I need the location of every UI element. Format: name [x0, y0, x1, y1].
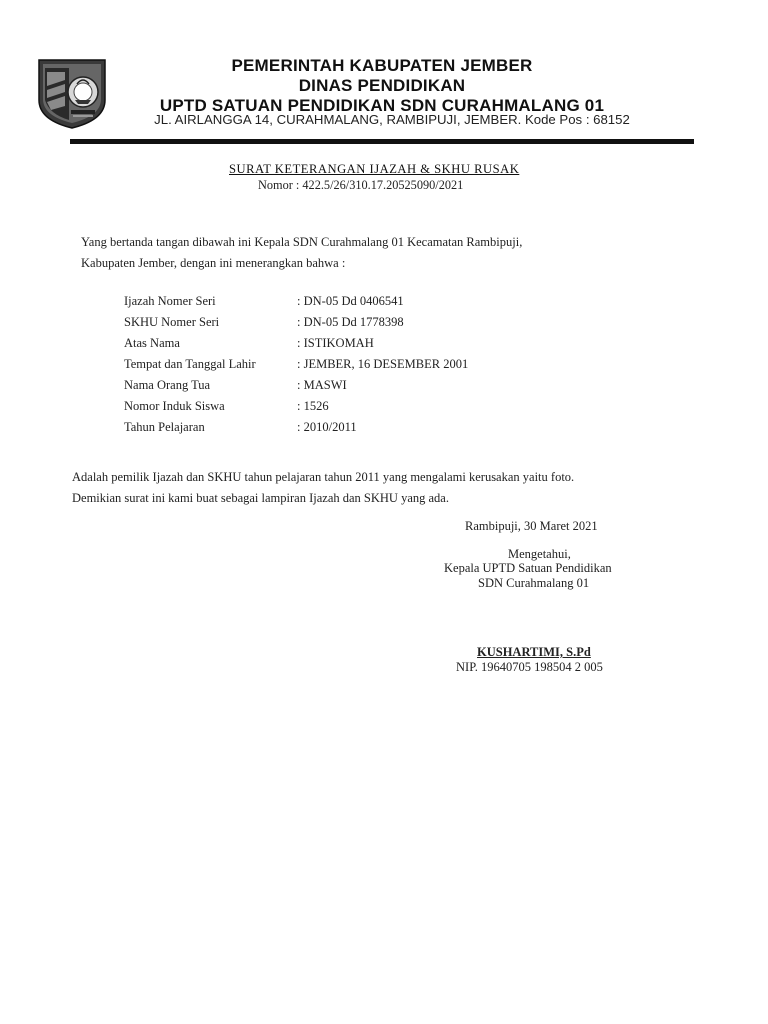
letterhead-department: DINAS PENDIDIKAN: [298, 76, 466, 95]
signature-school: SDN Curahmalang 01: [478, 576, 590, 590]
signature-place-date: Rambipuji, 30 Maret 2021: [465, 519, 598, 533]
detail-value: : JEMBER, 16 DESEMBER 2001: [297, 357, 469, 371]
detail-value: : DN-05 Dd 0406541: [297, 294, 404, 308]
detail-value: : 2010/2011: [297, 420, 357, 434]
detail-label: Nomor Induk Siswa: [124, 399, 225, 413]
intro-paragraph: [81, 232, 641, 274]
student-details: [124, 293, 468, 440]
detail-row-parent: [124, 377, 468, 398]
letter-number: Nomor : 422.5/26/310.17.20525090/2021: [258, 178, 464, 192]
detail-row-ijazah: [124, 293, 468, 314]
detail-row-skhu: [124, 314, 468, 335]
detail-label: SKHU Nomer Seri: [124, 315, 220, 329]
letterhead-government: PEMERINTAH KABUPATEN JEMBER: [231, 56, 533, 75]
detail-label: Nama Orang Tua: [124, 378, 211, 392]
signatory-name: KUSHARTIMI, S.Pd: [477, 645, 591, 659]
detail-label: Tempat dan Tanggal Lahir: [124, 357, 256, 371]
detail-label: Atas Nama: [124, 336, 180, 350]
detail-row-year: [124, 419, 468, 440]
detail-row-name: [124, 335, 468, 356]
detail-value: : 1526: [297, 399, 329, 413]
intro-line: Yang bertanda tangan dibawah ini Kepala SDN Curahmalang 01 Kecamatan Rambipuji,: [81, 235, 523, 249]
letterhead-divider: [70, 139, 694, 144]
closing-line: Demikian surat ini kami buat sebagai lampiran Ijazah dan SKHU yang ada.: [72, 491, 449, 505]
signature-position: Kepala UPTD Satuan Pendidikan: [444, 561, 612, 575]
letterhead-school: UPTD SATUAN PENDIDIKAN SDN CURAHMALANG 01: [159, 96, 605, 115]
signatory-nip: NIP. 19640705 198504 2 005: [456, 660, 603, 674]
detail-value: : ISTIKOMAH: [297, 336, 374, 350]
detail-row-birth: [124, 356, 468, 377]
letter-title: SURAT KETERANGAN IJAZAH & SKHU RUSAK: [229, 162, 520, 176]
closing-line: Adalah pemilik Ijazah dan SKHU tahun pelajaran tahun 2011 yang mengalami kerusakan yaitu foto.: [72, 470, 575, 484]
detail-label: Ijazah Nomer Seri: [124, 294, 216, 308]
signature-acknowledged: Mengetahui,: [508, 547, 571, 561]
detail-label: Tahun Pelajaran: [124, 420, 205, 434]
detail-row-nis: [124, 398, 468, 419]
regency-logo: [33, 56, 111, 130]
detail-value: : MASWI: [297, 378, 347, 392]
closing-paragraph: [72, 467, 712, 509]
letterhead: [112, 56, 652, 116]
intro-line: Kabupaten Jember, dengan ini menerangkan bahwa :: [81, 256, 346, 270]
letterhead-address: JL. AIRLANGGA 14, CURAHMALANG, RAMBIPUJI, JEMBER. Kode Pos : 68152: [154, 112, 630, 127]
detail-value: : DN-05 Dd 1778398: [297, 315, 404, 329]
